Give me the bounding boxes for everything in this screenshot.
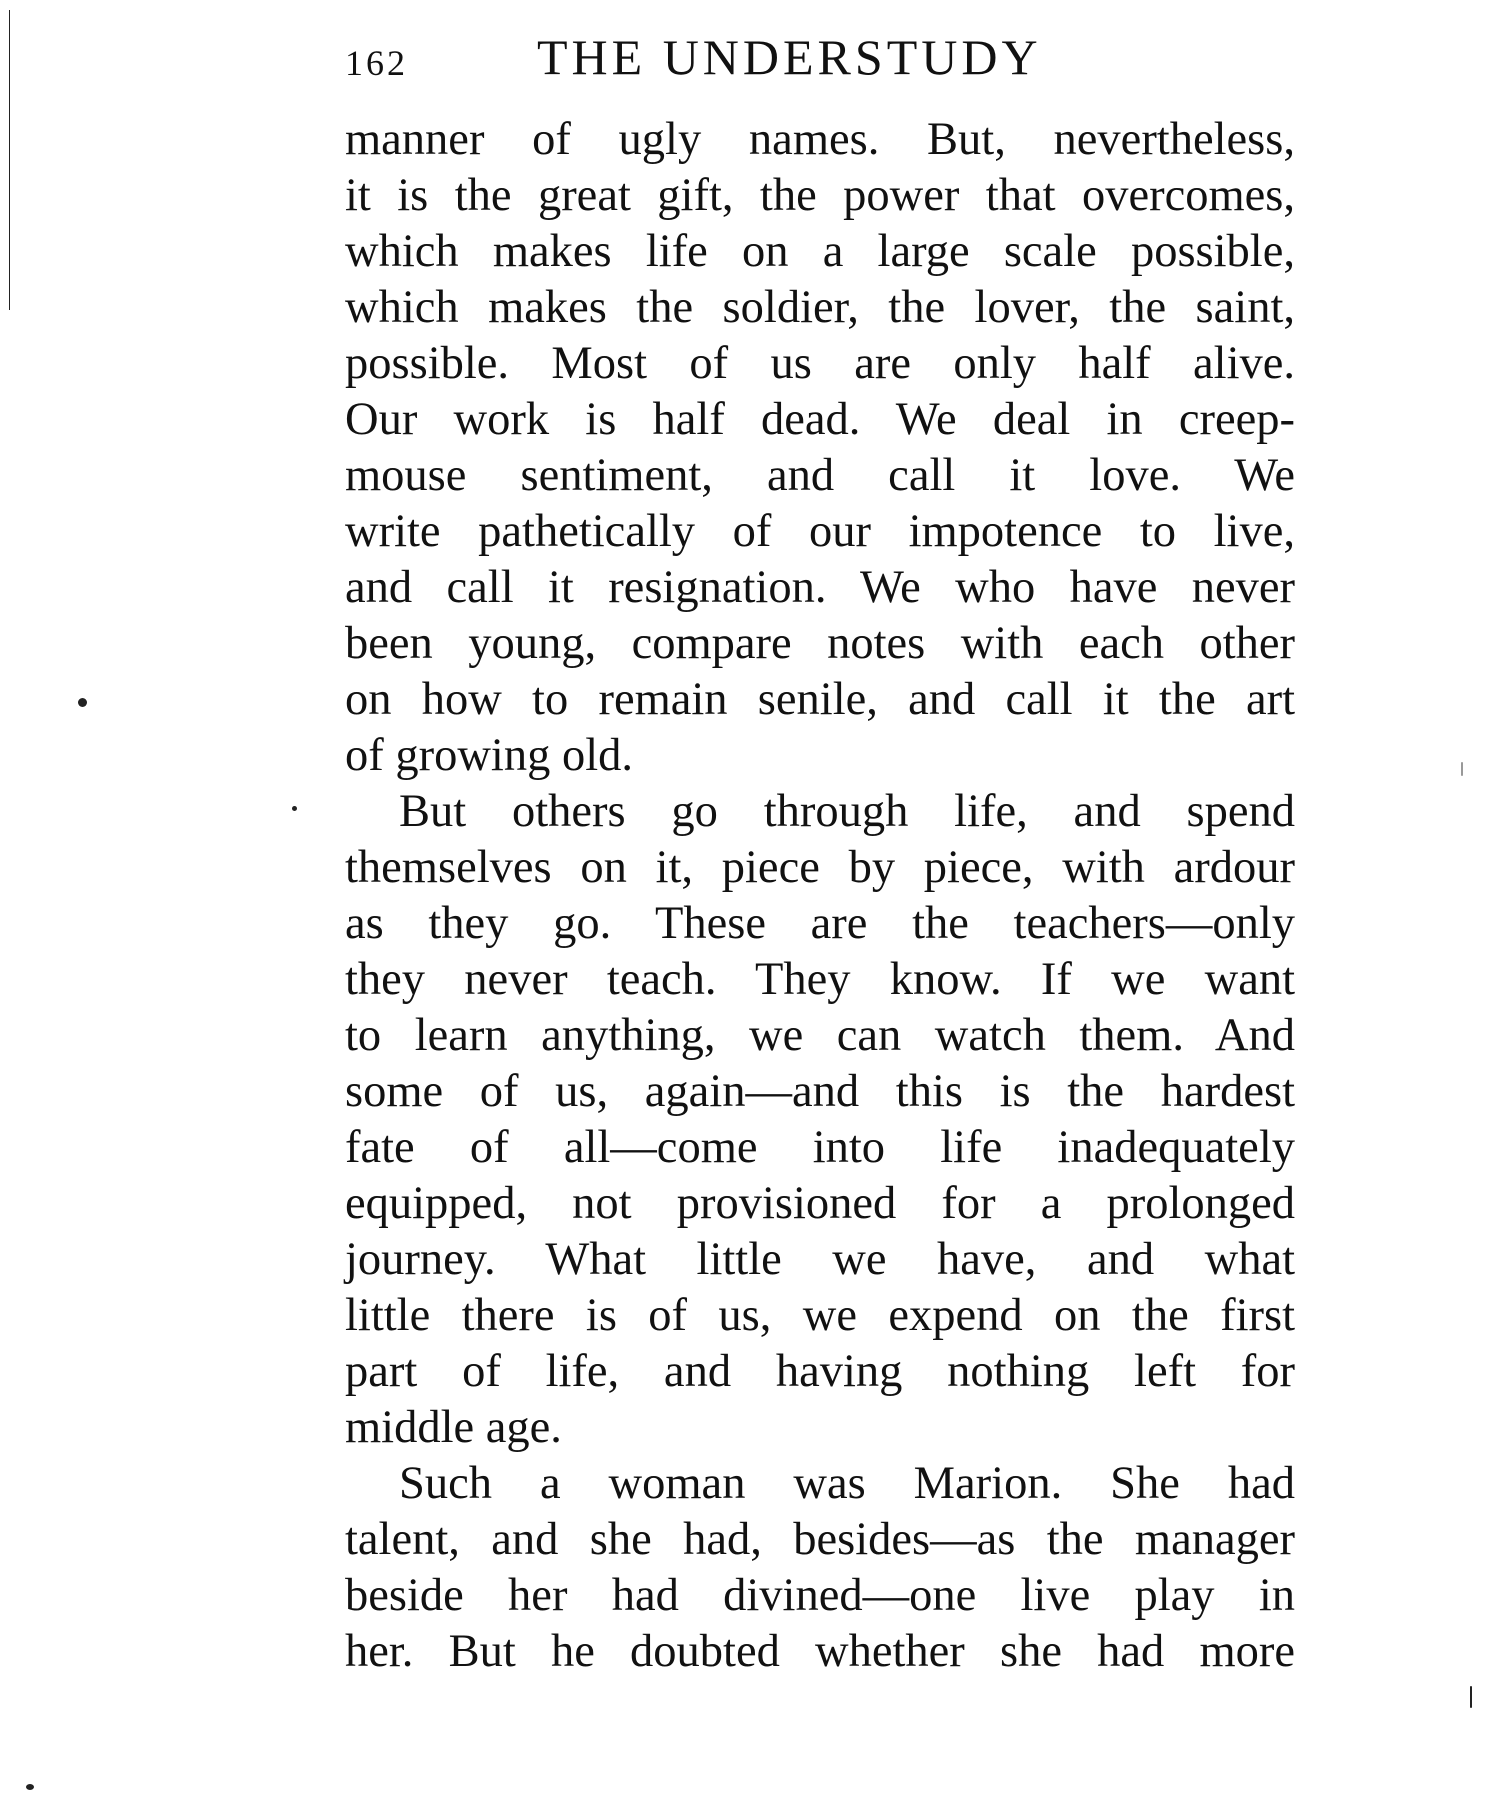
paragraph: [345, 784, 1295, 1456]
text-line: mouse sentiment, and call it love. We: [345, 450, 1295, 501]
text-line: it is the great gift, the power that overcomes,: [345, 170, 1295, 221]
text-line: little there is of us, we expend on the first: [345, 1290, 1295, 1341]
text-line: Such a woman was Marion. She had: [399, 1458, 1295, 1509]
text-line: and call it resignation. We who have never: [345, 562, 1295, 613]
text-line: they never teach. They know. If we want: [345, 954, 1295, 1005]
text-line: some of us, again—and this is the hardest: [345, 1066, 1295, 1117]
text-line: But others go through life, and spend: [399, 786, 1295, 837]
text-line: which makes the soldier, the lover, the saint,: [345, 282, 1295, 333]
text-line: talent, and she had, besides—as the manager: [345, 1514, 1295, 1565]
text-line: to learn anything, we can watch them. And: [345, 1010, 1295, 1061]
text-line: Our work is half dead. We deal in creep-: [345, 394, 1295, 445]
text-line: as they go. These are the teachers—only: [345, 898, 1295, 949]
page-number: 162: [345, 43, 408, 83]
text-line: of growing old.: [345, 730, 634, 781]
text-line: her. But he doubted whether she had more: [345, 1626, 1295, 1677]
text-line: been young, compare notes with each other: [345, 618, 1295, 669]
paragraph: [345, 1456, 1295, 1680]
ink-speck: [78, 698, 87, 707]
text-line: middle age.: [345, 1402, 562, 1453]
ink-speck: [1470, 1686, 1472, 1708]
text-line: themselves on it, piece by piece, with ardour: [345, 842, 1295, 893]
text-line: manner of ugly names. But, nevertheless,: [345, 114, 1295, 165]
text-line: which makes life on a large scale possible,: [345, 226, 1295, 277]
page-binding-edge: [9, 10, 10, 310]
running-title: THE UNDERSTUDY: [537, 29, 1042, 85]
text-line: equipped, not provisioned for a prolonged: [345, 1178, 1295, 1229]
text-line: possible. Most of us are only half alive.: [345, 338, 1295, 389]
paragraph: [345, 112, 1295, 784]
text-line: fate of all—come into life inadequately: [345, 1122, 1295, 1173]
text-line: beside her had divined—one live play in: [345, 1570, 1295, 1621]
body-text: [345, 112, 1295, 1680]
text-line: write pathetically of our impotence to live,: [345, 506, 1295, 557]
ink-speck: [1461, 762, 1463, 776]
ink-speck: [292, 806, 297, 811]
page-header: [345, 22, 1145, 92]
text-line: journey. What little we have, and what: [345, 1234, 1295, 1285]
ink-speck: [26, 1784, 34, 1790]
text-line: on how to remain senile, and call it the art: [345, 674, 1295, 725]
text-line: part of life, and having nothing left for: [345, 1346, 1295, 1397]
